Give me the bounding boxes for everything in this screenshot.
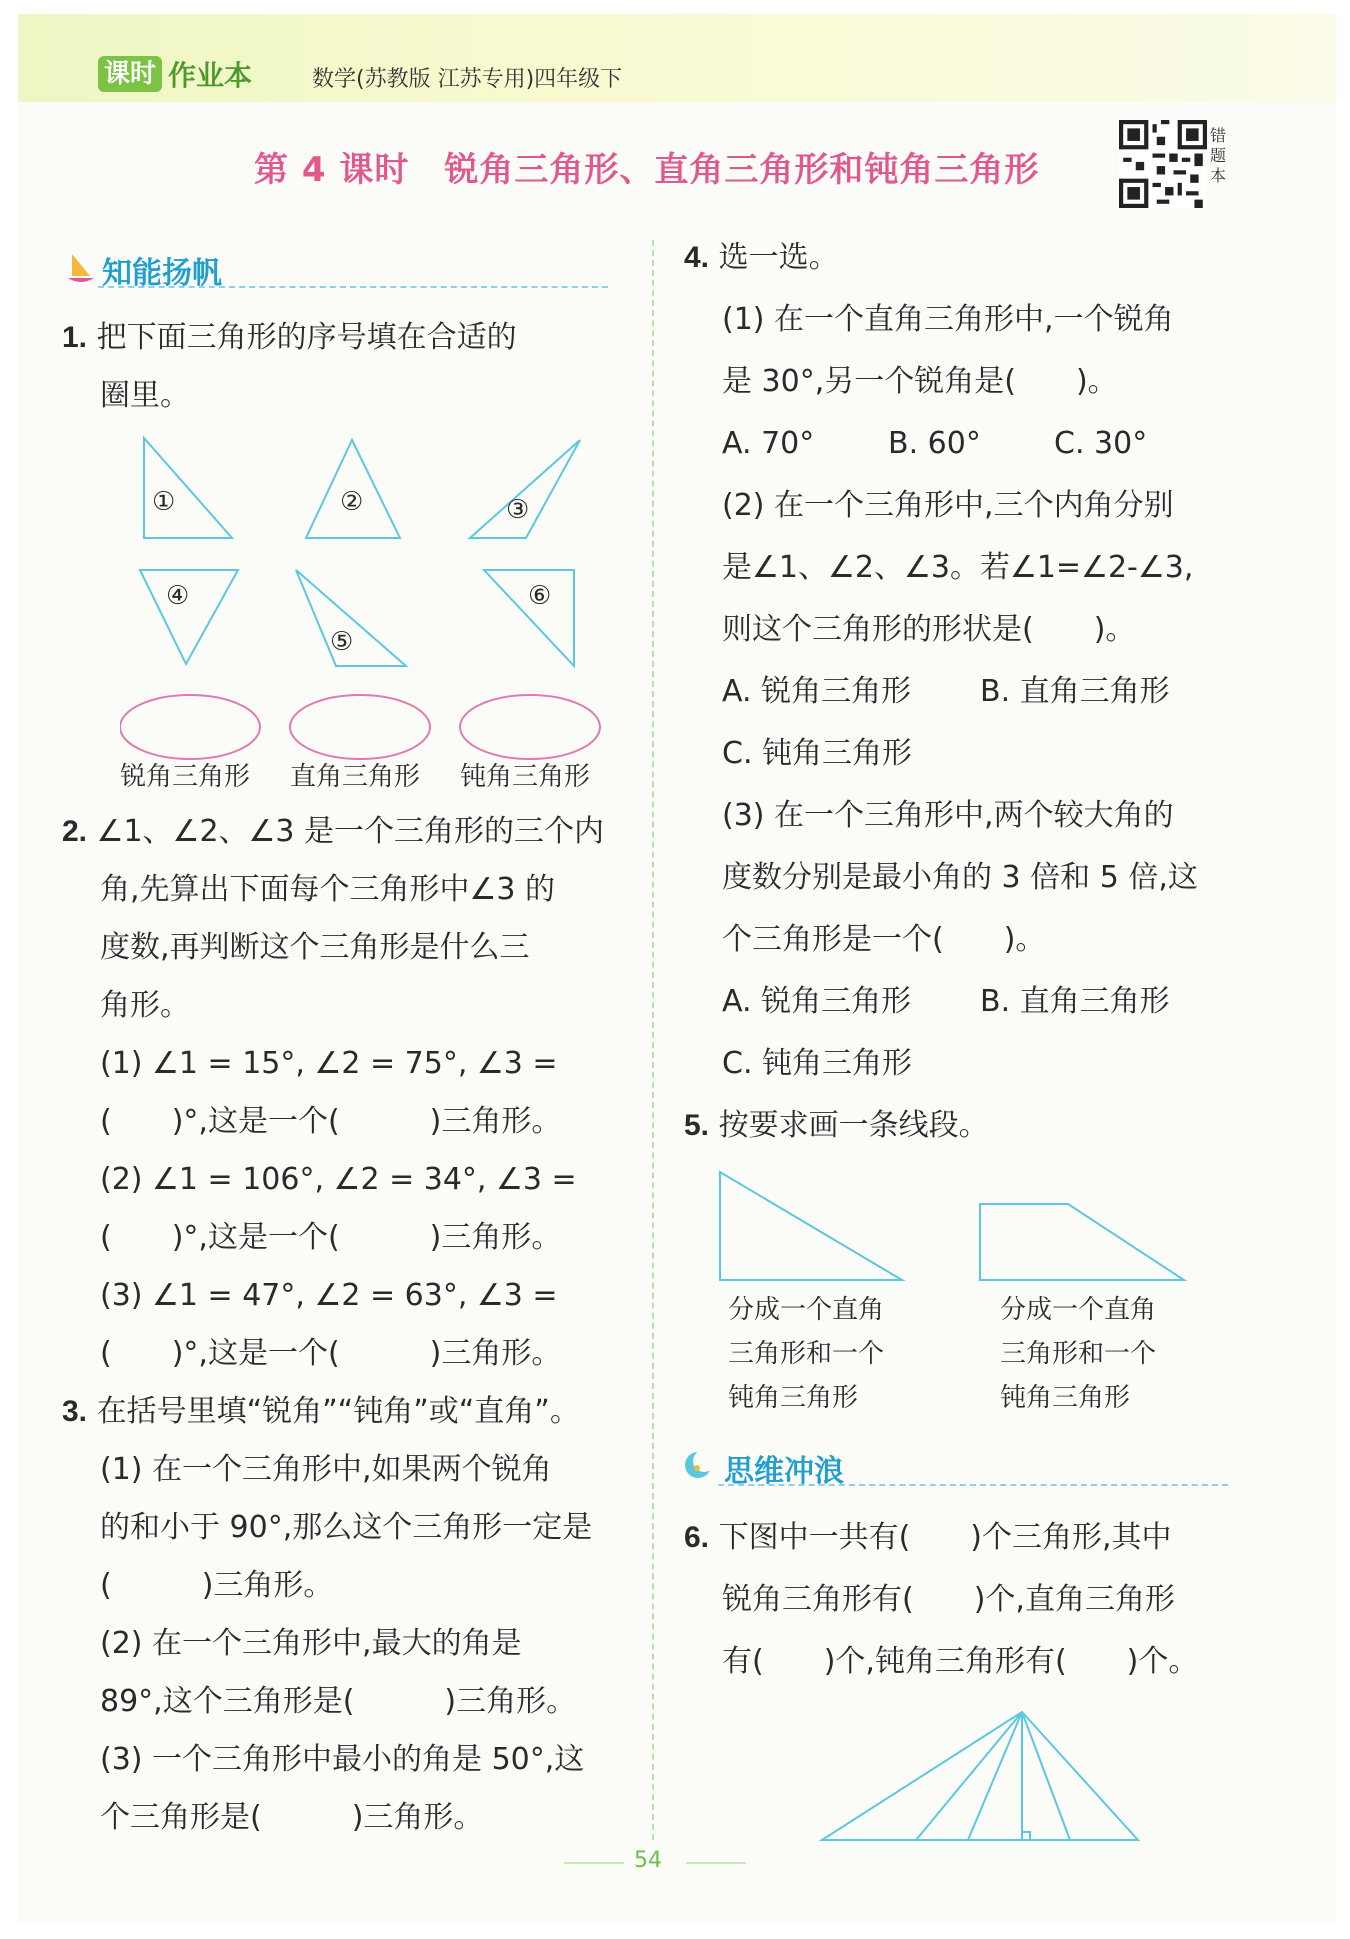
q4-p1-optB: B. 60°: [888, 426, 981, 461]
footer-rule-right: [686, 1862, 746, 1864]
q4-part3b: 度数分别是最小角的 3 倍和 5 倍,这: [722, 860, 1198, 895]
q3-part3a: (3) 一个三角形中最小的角是 50°,这: [100, 1742, 585, 1777]
q5-figures: [712, 1168, 1192, 1292]
triangle-label-5: ⑤: [330, 627, 354, 657]
q4-part2a: (2) 在一个三角形中,三个内角分别: [722, 488, 1174, 523]
q1-line1: 1. 把下面三角形的序号填在合适的: [62, 320, 517, 355]
q3-part2b: 89°,这个三角形是( )三角形。: [100, 1684, 577, 1719]
q4-part1a: (1) 在一个直角三角形中,一个锐角: [722, 302, 1174, 337]
q5-caption-right-3: 钝角三角形: [1000, 1383, 1131, 1413]
oval-acute: [120, 695, 260, 759]
q1-line2: 圈里。: [100, 378, 190, 413]
brand-logo: [98, 56, 252, 92]
q2-part2b: ( )°,这是一个( )三角形。: [100, 1220, 562, 1255]
q3-part1b: 的和小于 90°,那么这个三角形一定是: [100, 1510, 593, 1545]
q2-part3b: ( )°,这是一个( )三角形。: [100, 1336, 562, 1371]
q2-line2: 角,先算出下面每个三角形中∠3 的: [100, 872, 556, 907]
q2-part1a: (1) ∠1 = 15°, ∠2 = 75°, ∠3 =: [100, 1046, 558, 1081]
q4-part3a: (3) 在一个三角形中,两个较大角的: [722, 798, 1174, 833]
q4-p3-optC: C. 钝角三角形: [722, 1046, 913, 1081]
q4-p1-optA: A. 70°: [722, 426, 815, 461]
q5-right-triangle: [720, 1172, 902, 1280]
section-title-practice: 知能扬帆: [102, 256, 222, 291]
qr-code-icon[interactable]: [1119, 120, 1207, 208]
triangle-label-6: ⑥: [528, 581, 552, 611]
q2-line1: 2. ∠1、∠2、∠3 是一个三角形的三个内: [62, 814, 605, 849]
q2-part2a: (2) ∠1 = 106°, ∠2 = 34°, ∠3 =: [100, 1162, 577, 1197]
q5-caption-right-1: 分成一个直角: [1000, 1295, 1157, 1325]
oval-right: [290, 695, 430, 759]
q4-part2b: 是∠1、∠2、∠3。若∠1=∠2-∠3,: [722, 550, 1194, 585]
q4-p3-optA: A. 锐角三角形: [722, 984, 912, 1019]
sailboat-icon: [66, 250, 96, 286]
q5-caption-left-1: 分成一个直角: [728, 1295, 885, 1325]
q2-line3: 度数,再判断这个三角形是什么三: [100, 930, 530, 965]
q4-p3-optB: B. 直角三角形: [980, 984, 1170, 1019]
q5-stem: 5. 按要求画一条线段。: [684, 1108, 989, 1143]
q3-part1a: (1) 在一个三角形中,如果两个锐角: [100, 1452, 552, 1487]
triangle-label-4: ④: [166, 581, 190, 611]
q2-part3a: (3) ∠1 = 47°, ∠2 = 63°, ∠3 =: [100, 1278, 558, 1313]
brand-badge: 课时: [98, 56, 162, 92]
section-title-challenge: 思维冲浪: [724, 1454, 844, 1489]
qr-label: 错题本: [1210, 126, 1227, 185]
oval-label-acute: 锐角三角形: [120, 762, 251, 792]
q3-part3b: 个三角形是( )三角形。: [100, 1800, 484, 1835]
q4-p2-optC: C. 钝角三角形: [722, 736, 913, 771]
q5-trapezoid: [980, 1204, 1184, 1280]
section-underline-2: [718, 1484, 1228, 1486]
brand-suffix: 作业本: [168, 59, 253, 92]
q6-line3: 有( )个,钝角三角形有( )个。: [722, 1644, 1199, 1679]
q5-caption-right-2: 三角形和一个: [1000, 1339, 1157, 1369]
q4-p1-optC: C. 30°: [1054, 426, 1148, 461]
q5-caption-left-2: 三角形和一个: [728, 1339, 885, 1369]
section-underline: [98, 286, 608, 288]
q2-part1b: ( )°,这是一个( )三角形。: [100, 1104, 562, 1139]
moon-icon: [682, 1448, 716, 1482]
q6-line2: 锐角三角形有( )个,直角三角形: [722, 1582, 1175, 1617]
book-subtitle: 数学(苏教版 江苏专用)四年级下: [312, 67, 623, 92]
q2-line4: 角形。: [100, 988, 190, 1023]
q4-part3c: 个三角形是一个( )。: [722, 922, 1046, 957]
q3-stem: 3. 在括号里填“锐角”“钝角”或“直角”。: [62, 1394, 580, 1429]
triangle-label-2: ②: [340, 487, 364, 517]
oval-obtuse: [460, 695, 600, 759]
oval-label-right: 直角三角形: [290, 762, 421, 792]
q3-part2a: (2) 在一个三角形中,最大的角是: [100, 1626, 522, 1661]
footer-rule-left: [564, 1862, 624, 1864]
oval-label-obtuse: 钝角三角形: [460, 762, 591, 792]
q4-stem: 4. 选一选。: [684, 240, 839, 275]
page-number: 54: [634, 1848, 662, 1873]
triangle-label-3: ③: [506, 495, 530, 525]
column-divider: [652, 240, 654, 1840]
q6-triangle-figure: [816, 1700, 1148, 1850]
q3-part1c: ( )三角形。: [100, 1568, 334, 1603]
q5-caption-left-3: 钝角三角形: [728, 1383, 859, 1413]
q4-p2-optA: A. 锐角三角形: [722, 674, 912, 709]
q4-p2-optB: B. 直角三角形: [980, 674, 1170, 709]
q4-part1b: 是 30°,另一个锐角是( )。: [722, 364, 1118, 399]
lesson-title: 第 4 课时 锐角三角形、直角三角形和钝角三角形: [254, 150, 1040, 190]
q4-part2c: 则这个三角形的形状是( )。: [722, 612, 1136, 647]
q6-line1: 6. 下图中一共有( )个三角形,其中: [684, 1520, 1172, 1555]
triangle-label-1: ①: [152, 487, 176, 517]
